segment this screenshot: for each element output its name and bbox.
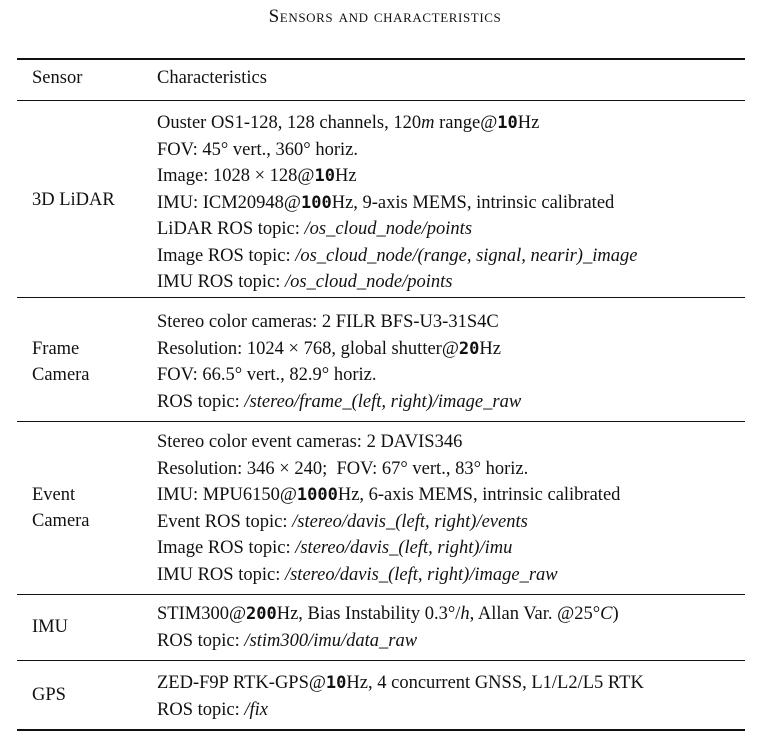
characteristic-segment: STIM300@ (157, 604, 246, 624)
characteristic-segment: 1000 (296, 485, 338, 505)
row-imu-sensor (32, 614, 68, 640)
characteristic-segment: Hz (479, 338, 501, 359)
characteristic-segment: 10 (325, 673, 347, 693)
characteristic-segment: /stereo/davis_(left, right)/image_raw (284, 564, 558, 585)
sensor-name-line: Event (32, 485, 76, 505)
characteristic-segment: Event ROS topic: (157, 511, 293, 532)
characteristic-segment: IMU: MPU6150@ (157, 485, 297, 505)
row-divider (17, 297, 745, 298)
characteristic-line (157, 535, 620, 562)
characteristic-segment: ) (612, 604, 619, 624)
characteristic-segment: Hz, Bias Instability 0.3°/ (276, 604, 461, 624)
characteristic-segment: m (421, 113, 435, 133)
characteristic-line (157, 562, 620, 589)
row-divider (17, 421, 745, 422)
characteristic-segment: ROS topic: (157, 630, 245, 651)
row-gps-sensor (32, 682, 66, 708)
characteristic-line (157, 216, 637, 243)
characteristic-segment: ROS topic: (157, 699, 245, 720)
characteristic-line (157, 670, 644, 697)
characteristic-line (157, 429, 620, 456)
characteristic-line (157, 389, 521, 416)
characteristic-line (157, 509, 620, 536)
characteristic-segment: /stim300/imu/data_raw (244, 630, 418, 651)
characteristic-segment: Ouster OS1-128, 128 channels, 120 (157, 113, 422, 133)
characteristic-line (157, 601, 619, 628)
row-event-camera-sensor (32, 482, 90, 534)
characteristic-segment: IMU ROS topic: (157, 272, 285, 292)
row-divider (17, 594, 745, 595)
sensor-name-line: Camera (32, 511, 90, 531)
characteristic-line (157, 309, 521, 336)
characteristic-segment: /stereo/davis_(left, right)/events (292, 511, 528, 532)
characteristic-segment: /stereo/frame_(left, right)/image_raw (244, 391, 522, 412)
characteristic-line (157, 110, 637, 137)
header-sensor: Sensor (32, 68, 83, 88)
characteristic-segment: h (460, 604, 470, 624)
row-divider (17, 660, 745, 661)
header-rule (17, 100, 745, 101)
table-caption: Sensors and characteristics (268, 6, 502, 27)
characteristic-line (157, 336, 521, 363)
bottom-rule (17, 729, 745, 731)
characteristic-segment: Hz, 4 concurrent GNSS, L1/L2/L5 RTK (346, 673, 644, 693)
characteristic-segment: range@ (434, 113, 498, 133)
row-imu-characteristics (157, 601, 619, 654)
characteristic-segment: ZED-F9P RTK-GPS@ (157, 673, 326, 693)
characteristic-segment: Resolution: 346 × 240; FOV: 67° vert., 83° horiz. (157, 458, 529, 479)
characteristic-segment: 20 (458, 338, 480, 359)
characteristic-segment: LiDAR ROS topic: (157, 219, 305, 239)
characteristic-line (157, 628, 619, 655)
characteristic-line (157, 456, 620, 483)
characteristic-segment: Hz, 9-axis MEMS, intrinsic calibrated (331, 192, 615, 213)
characteristic-segment: Hz (517, 113, 540, 133)
top-rule (17, 58, 745, 60)
characteristic-segment: 10 (497, 113, 518, 133)
sensor-name-line: GPS (32, 685, 66, 705)
characteristic-line (157, 137, 637, 164)
characteristic-segment: IMU ROS topic: (157, 564, 285, 585)
row-gps-characteristics (157, 670, 644, 723)
characteristic-segment: Image ROS topic: (157, 245, 296, 266)
characteristic-line (157, 190, 637, 217)
characteristic-segment: , Allan Var. @25° (469, 604, 601, 624)
characteristic-segment: /os_cloud_node/points (284, 272, 453, 292)
characteristic-segment: Hz, 6-axis MEMS, intrinsic calibrated (337, 485, 621, 505)
characteristic-segment: IMU: ICM20948@ (157, 192, 301, 213)
characteristic-segment: FOV: 45° vert., 360° horiz. (157, 139, 358, 160)
row-frame-camera-sensor (32, 336, 90, 388)
characteristic-line (157, 243, 637, 270)
characteristic-segment: Hz (334, 166, 357, 186)
row-lidar-sensor (32, 187, 115, 213)
header-characteristics: Characteristics (157, 68, 267, 88)
characteristic-segment: Resolution: 1024 × 768, global shutter@ (157, 338, 459, 359)
row-frame-camera-characteristics (157, 309, 521, 415)
sensor-name-line: Camera (32, 365, 90, 385)
characteristic-segment: /stereo/davis_(left, right)/imu (295, 538, 513, 558)
characteristic-line (157, 163, 637, 190)
characteristic-segment: Stereo color event cameras: 2 DAVIS346 (157, 432, 463, 452)
characteristic-segment: /os_cloud_node/points (304, 219, 473, 239)
characteristic-segment: 100 (300, 192, 332, 213)
characteristic-segment: /os_cloud_node/(range, signal, nearir)_image (295, 245, 638, 266)
sensor-name-line: Frame (32, 339, 80, 359)
characteristic-line (157, 269, 637, 296)
characteristic-segment: ROS topic: (157, 391, 245, 412)
characteristic-segment: 10 (314, 166, 335, 186)
sensor-name-line: IMU (32, 617, 68, 637)
characteristic-segment: Image ROS topic: (157, 538, 296, 558)
row-lidar-characteristics (157, 110, 637, 296)
characteristic-segment: /fix (244, 699, 269, 720)
characteristic-segment: FOV: 66.5° vert., 82.9° horiz. (157, 365, 377, 385)
characteristic-line (157, 362, 521, 389)
characteristic-segment: Stereo color cameras: 2 FILR BFS-U3-31S4C (157, 312, 499, 332)
characteristic-line (157, 697, 644, 724)
sensor-name-line: 3D LiDAR (32, 190, 115, 210)
characteristic-line (157, 482, 620, 509)
characteristic-segment: Image: 1028 × 128@ (157, 166, 315, 186)
row-event-camera-characteristics (157, 429, 620, 588)
characteristic-segment: 200 (246, 604, 277, 624)
characteristic-segment: C (600, 604, 613, 624)
